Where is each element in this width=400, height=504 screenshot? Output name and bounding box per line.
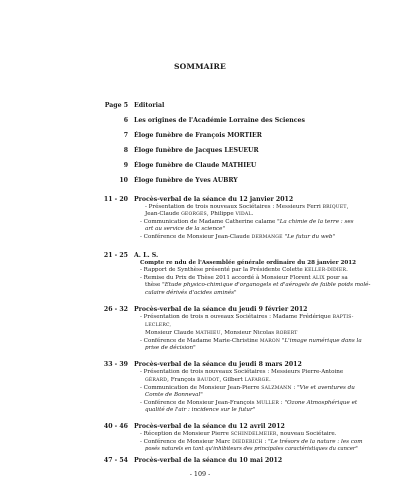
toc-detail-line: Comte de Bonneval" [145, 392, 203, 398]
toc-page: Page 5 [104, 102, 128, 109]
toc-page: 10 [119, 177, 128, 184]
toc-detail-line: - Rapport de Synthèse présenté par la Présidente Colette KELLER-DIDIER. [140, 267, 348, 273]
toc-detail-line: LECLERC, [145, 323, 172, 328]
toc-detail-line: prise de décision" [145, 345, 196, 351]
toc-detail-line: - Présentation de trois nouveaux Sociétaires : Messieurs Pierre-Antoine [140, 369, 344, 375]
toc-title: Procès-verbal de la séance du jeudi 9 février 2012 [134, 306, 308, 313]
toc-title: Les origines de l'Académie Lorraine des Sciences [134, 117, 305, 124]
toc-detail-line: art au service de la science" [145, 226, 226, 232]
toc-detail-line: - Réception de Monsieur Pierre SCHINDELMEIER, nouveau Sociétaire. [140, 431, 337, 437]
toc-title: Editorial [134, 102, 165, 109]
toc-title: Procès-verbal de la séance du 12 avril 2012 [134, 423, 285, 430]
toc-detail-line: posés naturels en tant qu'inhibiteurs des principales caractéristiques du cancer" [145, 446, 358, 452]
toc-detail-line: - Communication de Monsieur Jean-Pierre SALZMANN : "Vie et aventures du [140, 385, 355, 391]
toc-detail-line: Monsieur Claude MATHIEU, Monsieur Nicolas ROBERT [145, 330, 298, 336]
toc-title: Procès-verbal de la séance du 10 mai 2012 [134, 457, 283, 464]
toc-detail-line: - Conférence de Monsieur Jean-François MULLER : "Ozone Atmosphérique et [140, 400, 358, 406]
toc-title: Éloge funèbre de François MORTIER [134, 132, 262, 139]
toc-page: 11 - 20 [103, 196, 128, 203]
toc-detail-line: - Présentation de trois n ouveaux Sociétaires : Madame Frédérique BAPTIS- [140, 314, 354, 320]
toc-detail-line: thèse "Etude physico-chimique d'organogels et d'aérogels de faible poids molé- [145, 282, 371, 288]
toc-detail-line: - Conférence de Monsieur Marc DIEDERICH : "Le trésors de la nature : les com [140, 439, 363, 445]
page-title: SOMMAIRE [173, 62, 227, 71]
toc-detail-line: qualité de l'air : incidence sur le futur" [145, 407, 256, 413]
toc-detail-line: Jean-Claude GEORGES, Philippe VIDAL. [145, 211, 254, 217]
page-number: - 109 - [189, 470, 211, 478]
toc-page: 9 [123, 162, 128, 169]
toc-page: 26 - 32 [103, 306, 128, 313]
toc-page: 6 [123, 117, 128, 124]
toc-detail-line: - Présentation de trois nouveaux Sociétaires : Messieurs Ferri BRIQUET, [145, 204, 349, 210]
toc-title: Procès-verbal de la séance du 12 janvier 2012 [134, 196, 294, 203]
toc-detail-line: - Conférence de Madame Marie-Christine MARON "L'image numérique dans la [140, 338, 362, 344]
toc-title: Éloge funèbre de Yves AUBRY [134, 177, 238, 184]
toc-detail-line: - Remise du Prix de Thèse 2011 accordé à Monsieur Florent ALIX pour sa [140, 275, 348, 281]
toc-page: 40 - 46 [103, 423, 128, 430]
toc-title: Éloge funèbre de Claude MATHIEU [134, 162, 257, 169]
toc-detail-line: - Conférence de Monsieur Jean-Claude DERMANGE "Le futur du web" [140, 234, 336, 240]
toc-title: Procès-verbal de la séance du jeudi 8 mars 2012 [134, 361, 302, 368]
toc-page: 21 - 25 [103, 252, 128, 259]
toc-detail-line: - Communication de Madame Catherine calame "La chimie de la terre : ses [140, 219, 354, 225]
toc-title: Éloge funèbre de Jacques LESUEUR [134, 147, 259, 154]
toc-page: 8 [123, 147, 128, 154]
toc-page: 7 [123, 132, 128, 139]
toc-page: 47 - 54 [103, 457, 128, 464]
toc-detail-line: culaire dérivés d'acides aminés" [145, 290, 237, 296]
toc-detail-line: GÉRARD, François BAUDOT, Gilbert LAFARGE. [145, 377, 271, 383]
toc-page: 33 - 39 [103, 361, 128, 368]
toc-title: A. L. S. [134, 252, 159, 259]
toc-detail-line: Compte re ndu de l'Assemblée générale ordinaire du 28 janvier 2012 [140, 260, 357, 266]
